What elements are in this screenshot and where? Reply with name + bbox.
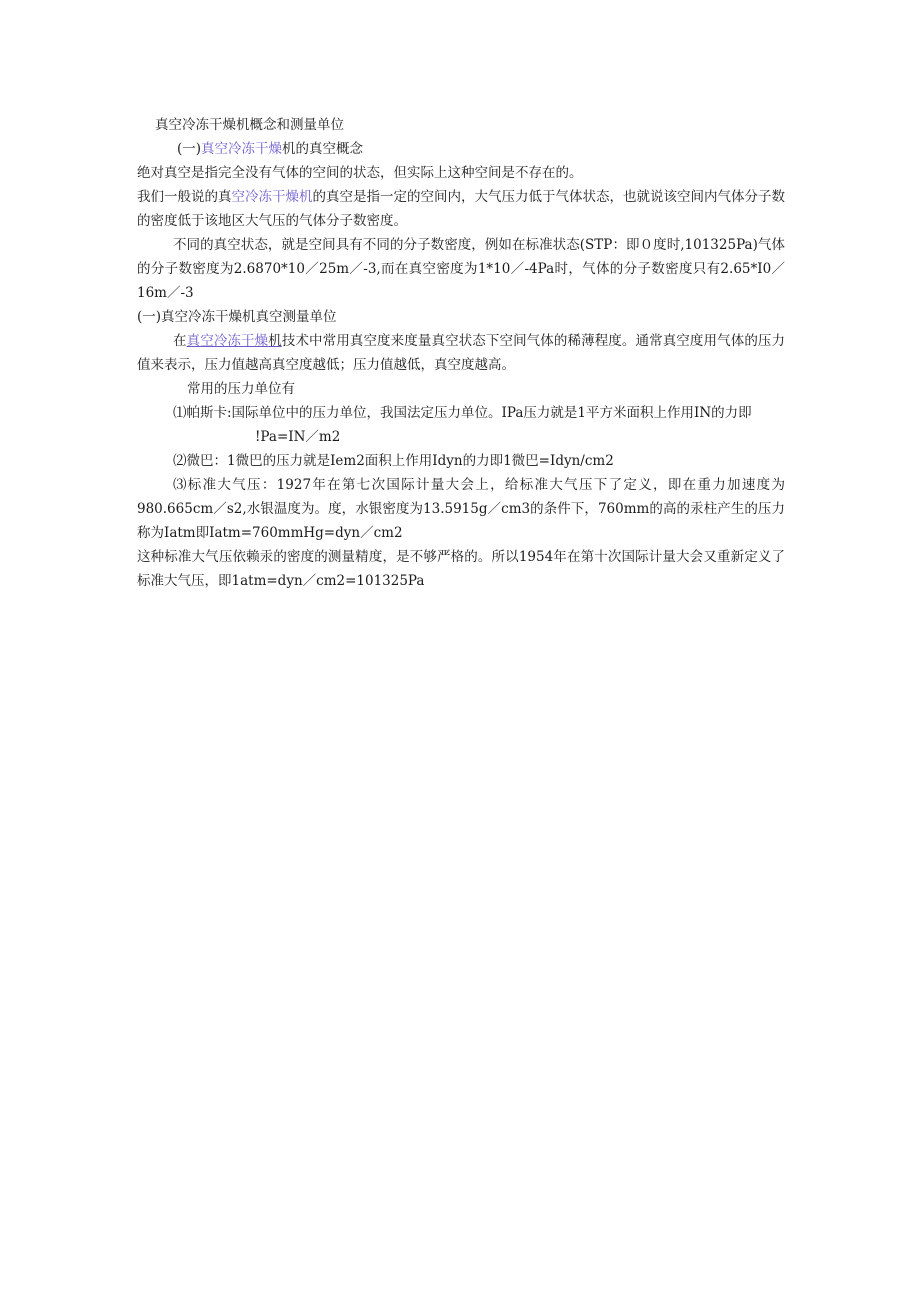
paragraph-vacuum-degree	[137, 329, 785, 377]
paragraph-redefinition: 这种标准大气压依赖汞的密度的测量精度，是不够严格的。所以1954年在第十次国际计量大会又重新定义了标准大气压，即1atm=dyn／cm2=101325Pa	[137, 549, 785, 589]
document-title: 真空冷冻干燥机概念和测量单位	[155, 117, 344, 133]
freeze-dryer-link[interactable]: 真空冷冻干燥	[201, 141, 283, 157]
freeze-dryer-link[interactable]: 空冷冻干燥机	[231, 189, 313, 205]
paragraph-molecular-density: 不同的真空状态，就是空间具有不同的分子数密度，例如在标准状态(STP：即０度时,101325Pa)气体的分子数密度为2.6870*10／25m／-3,而在真空密度为1*10／-4Pa时，气体的分子数密度只有2.65*I0／16m／-3	[137, 237, 785, 301]
link-text: 真空冷冻干燥	[186, 333, 269, 349]
formula-pascal: !Pa=IN／m2	[255, 429, 341, 445]
section-heading-vacuum-concept	[137, 137, 785, 161]
paragraph-text: 在	[173, 333, 187, 349]
list-item-standard-atmosphere: ⑶标准大气压：1927年在第七次国际计量大会上，给标准大气压下了定义，即在重力加速度为980.665cm／s2,水银温度为。度，水银密度为13.5915g／cm3的条件下，760mm的高的汞柱产生的压力称为Iatm即Iatm=760mmHg=dyn／cm2	[137, 477, 785, 541]
section-heading-measurement-units: (一)真空冷冻干燥机真空测量单位	[137, 309, 337, 325]
paragraph-text: 的真空是指一定的空间内，大气压力低于气体状态，也就说该空间内气体分子数的密度低于该地区大气压的气体分子数密度。	[137, 189, 785, 229]
document-body	[137, 113, 785, 593]
section-prefix: (一)	[177, 141, 202, 157]
section-suffix: 机的真空概念	[282, 141, 364, 157]
units-heading: 常用的压力单位有	[187, 381, 295, 397]
paragraph-absolute-vacuum: 绝对真空是指完全没有气体的空间的状态，但实际上这种空间是不存在的。	[137, 165, 583, 181]
paragraph-text: 我们一般说的真	[137, 189, 232, 205]
link-text-tail: 机	[268, 333, 282, 349]
list-item-pascal: ⑴帕斯卡:国际单位中的压力单位，我国法定压力单位。IPa压力就是1平方米面积上作用IN的力即	[173, 405, 752, 421]
list-item-microbar: ⑵微巴：1微巴的压力就是Iem2面积上作用Idyn的力即1微巴=Idyn/cm2	[173, 453, 614, 469]
paragraph-text: 技术中常用真空度来度量真空状态下空间气体的稀薄程度。通常真空度用气体的压力值来表示，压力值越高真空度越低；压力值越低，真空度越高。	[137, 333, 786, 373]
freeze-dryer-link[interactable]	[187, 333, 282, 349]
paragraph-general-vacuum	[137, 185, 785, 233]
